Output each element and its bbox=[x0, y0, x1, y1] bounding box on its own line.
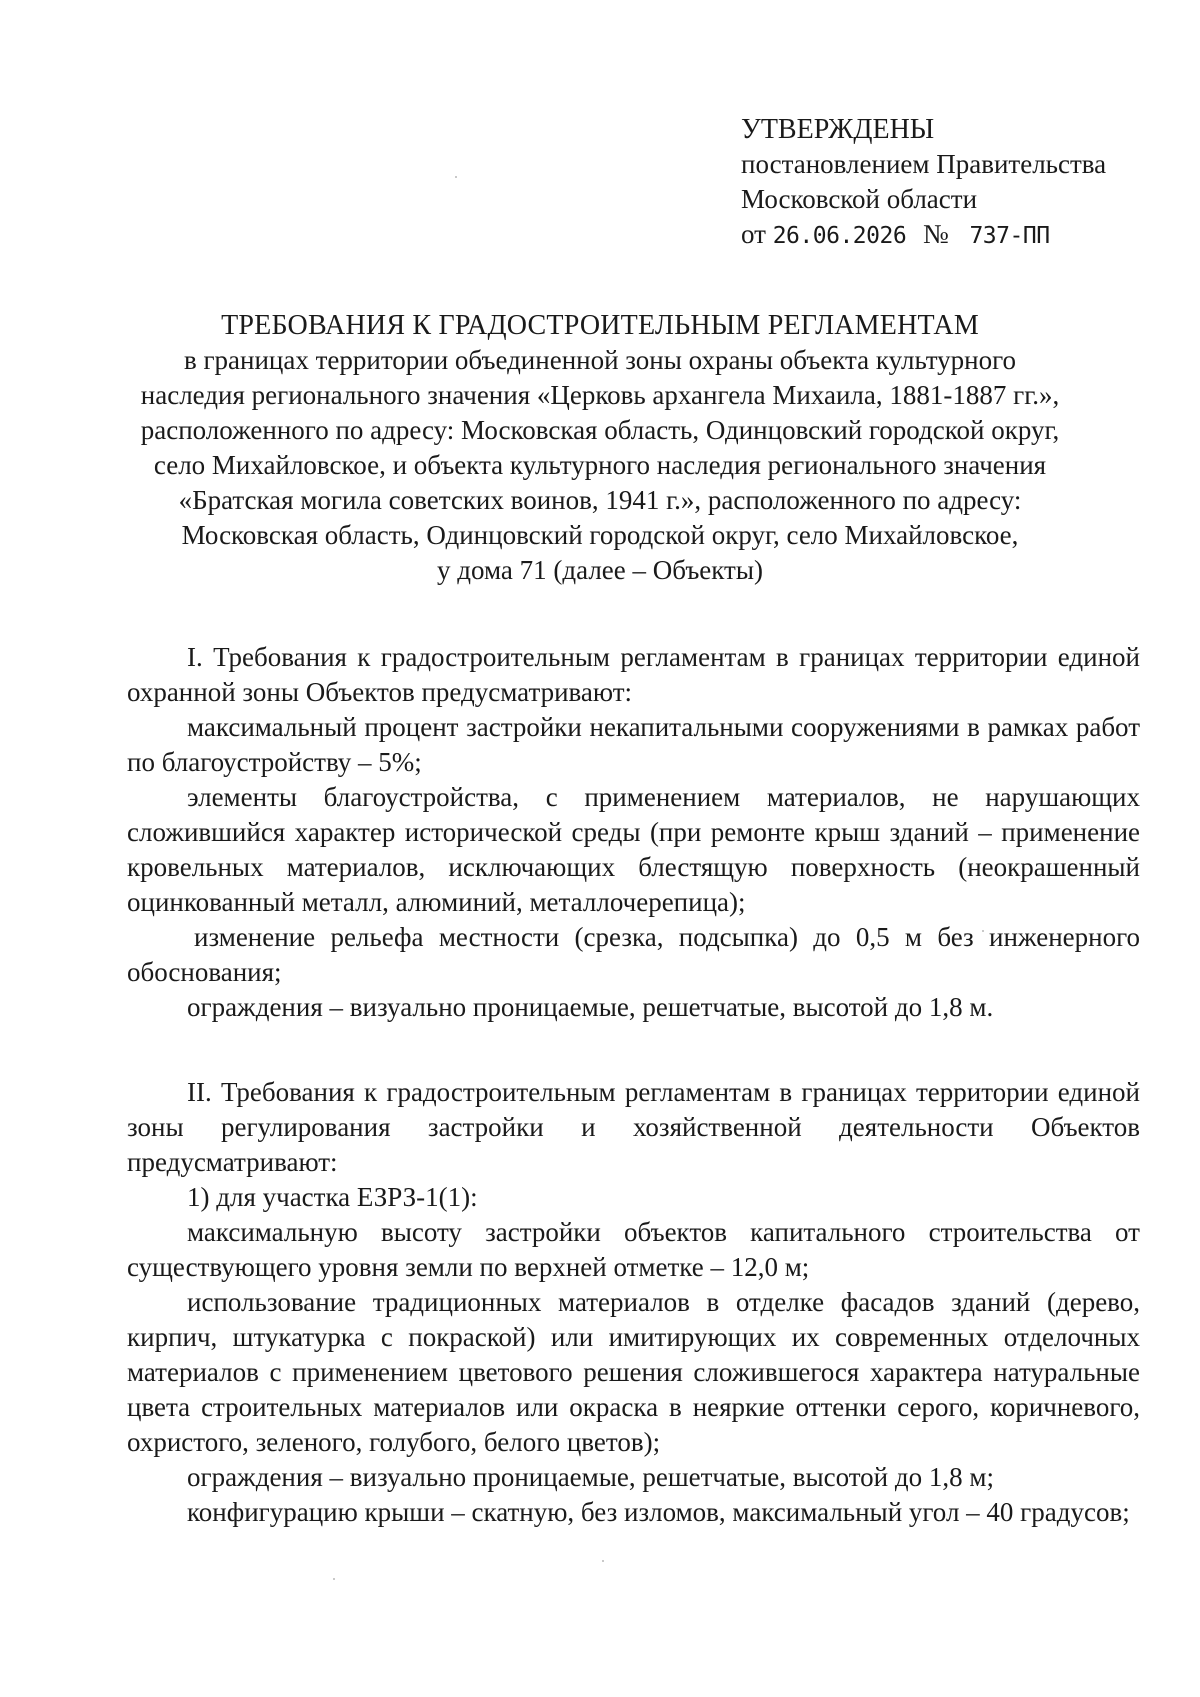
number-sign: № bbox=[922, 219, 949, 249]
section-2-subsection: 1) для участка ЕЗРЗ-1(1): bbox=[187, 1182, 478, 1212]
section-1-item: ограждения – визуально проницаемые, решетчатые, высотой до 1,8 м. bbox=[187, 992, 994, 1022]
section-1-item: максимальный процент застройки некапитальными сооружениями в рамках работ по благоустройству – 5%; bbox=[127, 712, 1140, 777]
approval-block bbox=[741, 112, 1161, 254]
approval-heading: УТВЕРЖДЕНЫ bbox=[741, 114, 935, 145]
section-1-item: изменение рельефа местности (срезка, подсыпка) до 0,5 м без инженерного обоснования; bbox=[127, 922, 1140, 987]
section-1-intro: I. Требования к градостроительным регламентам в границах территории единой охранной зоны Объектов предусматривают: bbox=[127, 642, 1140, 707]
title-main: ТРЕБОВАНИЯ К ГРАДОСТРОИТЕЛЬНЫМ РЕГЛАМЕНТАМ bbox=[221, 310, 979, 341]
document-body bbox=[127, 640, 1140, 1530]
title-line: расположенного по адресу: Московская область, Одинцовский городской округ, bbox=[140, 415, 1060, 445]
section-1-item: элементы благоустройства, с применением материалов, не нарушающих сложившийся характер исторической среды (при ремонте крыш зданий – применение кровельных материалов, исключающих блестящую поверхность (неокрашенный оцинкованный металл, алюминий, металлочерепица); bbox=[127, 782, 1140, 917]
document-title bbox=[100, 308, 1100, 588]
section-spacer bbox=[127, 1025, 1140, 1075]
title-line: у дома 71 (далее – Объекты) bbox=[437, 555, 763, 585]
title-line: Московская область, Одинцовский городской округ, село Михайловское, bbox=[181, 520, 1019, 550]
approval-region: Московской области bbox=[741, 184, 978, 214]
title-line: наследия регионального значения «Церковь архангела Михаила, 1881-1887 гг.», bbox=[140, 380, 1060, 410]
section-2-item: ограждения – визуально проницаемые, решетчатые, высотой до 1,8 м; bbox=[187, 1462, 994, 1492]
scan-speck bbox=[333, 1578, 335, 1580]
approval-date-line bbox=[741, 217, 1161, 254]
scan-speck bbox=[455, 176, 457, 178]
section-2-intro: II. Требования к градостроительным регламентам в границах территории единой зоны регулирования застройки и хозяйственной деятельности Объектов предусматривают: bbox=[127, 1077, 1140, 1177]
section-2-item: конфигурацию крыши – скатную, без изломов, максимальный угол – 40 градусов; bbox=[187, 1497, 1130, 1527]
title-line: в границах территории объединенной зоны охраны объекта культурного bbox=[183, 345, 1017, 375]
section-2-item: максимальную высоту застройки объектов капитального строительства от существующего уровня земли по верхней отметке – 12,0 м; bbox=[127, 1217, 1140, 1282]
section-2-item: использование традиционных материалов в отделке фасадов зданий (дерево, кирпич, штукатурка с покраской) или имитирующих их современных отделочных материалов с применением цветового решения сложившегося характера натуральные цвета строительных материалов или окраска в неяркие оттенки серого, коричневого, охристого, зеленого, голубого, белого цветов); bbox=[127, 1287, 1140, 1457]
approval-resolution: постановлением Правительства bbox=[741, 149, 1107, 179]
scan-speck bbox=[602, 1560, 604, 1562]
resolution-date: 26.06.2026 bbox=[772, 223, 907, 249]
title-line: село Михайловское, и объекта культурного наследия регионального значения bbox=[153, 450, 1047, 480]
title-line: «Братская могила советских воинов, 1941 г.», расположенного по адресу: bbox=[178, 485, 1022, 515]
resolution-number: 737-ПП bbox=[969, 223, 1050, 249]
date-prefix: от bbox=[741, 219, 766, 249]
